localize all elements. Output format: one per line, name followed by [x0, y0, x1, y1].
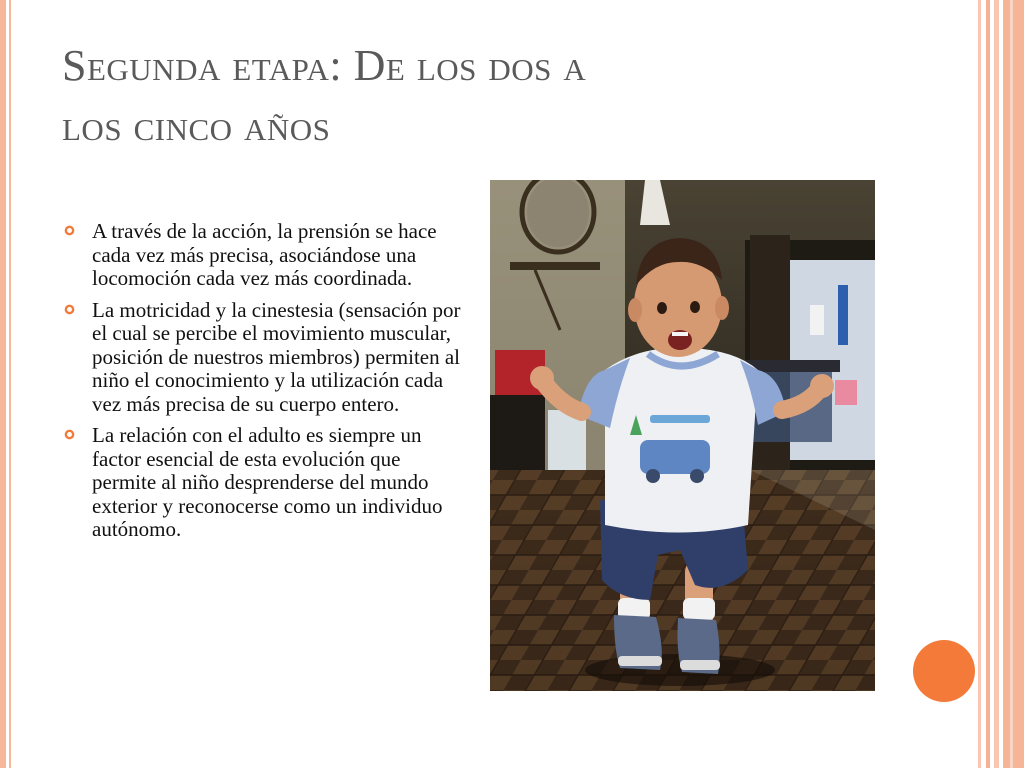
- bullet-list: [62, 220, 462, 550]
- toddler-walking-illustration: [490, 180, 875, 691]
- right-border-stripe: [994, 0, 999, 768]
- toddler-photo: [490, 180, 875, 691]
- orange-ring-bullet-icon: [64, 429, 75, 440]
- bullet-item: [62, 220, 462, 291]
- orange-ring-bullet-icon: [64, 304, 75, 315]
- left-border-line: [9, 0, 11, 768]
- left-border-stripe: [0, 0, 6, 768]
- slide-title: [62, 36, 942, 156]
- bullet-item: [62, 299, 462, 417]
- bullet-item: [62, 424, 462, 542]
- right-border-stripe: [1003, 0, 1024, 768]
- orange-circle-decoration: [913, 640, 975, 702]
- bullet-text: La motricidad y la cinestesia (sensación por el cual se percibe el movimiento muscular, posición de nuestros miembros) permiten al niño el conocimiento y la utilización cada vez más precisa de su cuerpo entero.: [92, 297, 461, 416]
- right-border-stripe: [978, 0, 981, 768]
- title-line-2: los cinco años: [62, 101, 331, 150]
- right-border-stripe: [1010, 0, 1013, 768]
- right-border-stripe: [986, 0, 990, 768]
- bullet-text: A través de la acción, la prensión se hace cada vez más precisa, asociándose una locomoción cada vez más coordinada.: [92, 219, 437, 290]
- title-line-1: Segunda etapa: De los dos a: [62, 41, 587, 90]
- bullet-text: La relación con el adulto es siempre un factor esencial de esta evolución que permite al niño desprenderse del mundo exterior y reconocerse como un individuo autónomo.: [92, 423, 443, 541]
- orange-ring-bullet-icon: [64, 225, 75, 236]
